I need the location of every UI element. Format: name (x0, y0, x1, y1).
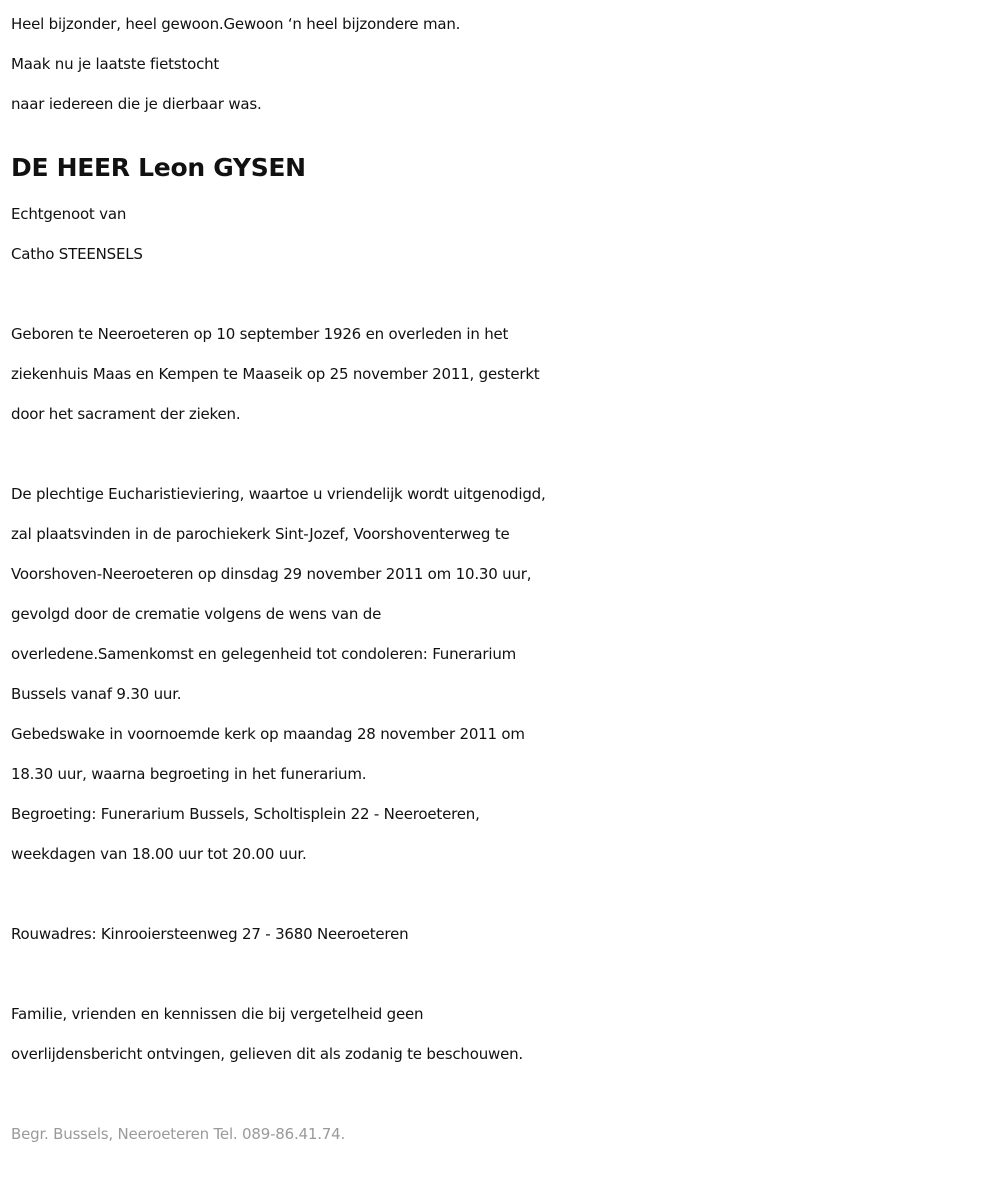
funeral-home-footer: Begr. Bussels, Neeroeteren Tel. 089-86.41.74. (11, 1125, 346, 1143)
paragraph-line: Voorshoven-Neeroeteren op dinsdag 29 november 2011 om 10.30 uur, (11, 565, 532, 583)
paragraph-line: De plechtige Eucharistieviering, waartoe u vriendelijk wordt uitgenodigd, (11, 485, 546, 503)
spacer (11, 274, 996, 314)
notice-paragraph (11, 994, 996, 1074)
ceremony-paragraph (11, 474, 996, 874)
spacer (11, 434, 996, 474)
paragraph-line: ziekenhuis Maas en Kempen te Maaseik op 25 november 2011, gesterkt (11, 365, 540, 383)
deceased-name: DE HEER Leon GYSEN (11, 153, 306, 182)
paragraph-line: zal plaatsvinden in de parochiekerk Sint-Jozef, Voorshoventerweg te (11, 525, 510, 543)
spacer (11, 1074, 996, 1114)
spouse-block (11, 194, 996, 274)
spacer (11, 124, 996, 144)
paragraph-line: door het sacrament der zieken. (11, 405, 241, 423)
spouse-line: Catho STEENSELS (11, 245, 143, 263)
spouse-line: Echtgenoot van (11, 205, 127, 223)
paragraph-line: Geboren te Neeroeteren op 10 september 1926 en overleden in het (11, 325, 509, 343)
paragraph-line: Gebedswake in voornoemde kerk op maandag 28 november 2011 om (11, 725, 525, 743)
poem-line: Maak nu je laatste fietstocht (11, 55, 220, 73)
paragraph-line: Familie, vrienden en kennissen die bij vergetelheid geen (11, 1005, 424, 1023)
poem-line: naar iedereen die je dierbaar was. (11, 95, 262, 113)
paragraph-line: Begroeting: Funerarium Bussels, Scholtisplein 22 - Neeroeteren, (11, 805, 480, 823)
paragraph-line: gevolgd door de crematie volgens de wens van de (11, 605, 382, 623)
mourning-address: Rouwadres: Kinrooiersteenweg 27 - 3680 Neeroeteren (11, 925, 409, 943)
poem-block (11, 4, 996, 124)
paragraph-line: 18.30 uur, waarna begroeting in het funerarium. (11, 765, 367, 783)
paragraph-line: overlijdensbericht ontvingen, gelieven dit als zodanig te beschouwen. (11, 1045, 523, 1063)
paragraph-line: weekdagen van 18.00 uur tot 20.00 uur. (11, 845, 307, 863)
spacer (11, 874, 996, 914)
paragraph-line: overledene.Samenkomst en gelegenheid tot condoleren: Funerarium (11, 645, 517, 663)
paragraph-line: Bussels vanaf 9.30 uur. (11, 685, 182, 703)
poem-line: Heel bijzonder, heel gewoon.Gewoon ‘n heel bijzondere man. (11, 15, 461, 33)
birth-death-paragraph (11, 314, 996, 434)
spacer (11, 954, 996, 994)
obituary-notice (11, 4, 996, 1154)
